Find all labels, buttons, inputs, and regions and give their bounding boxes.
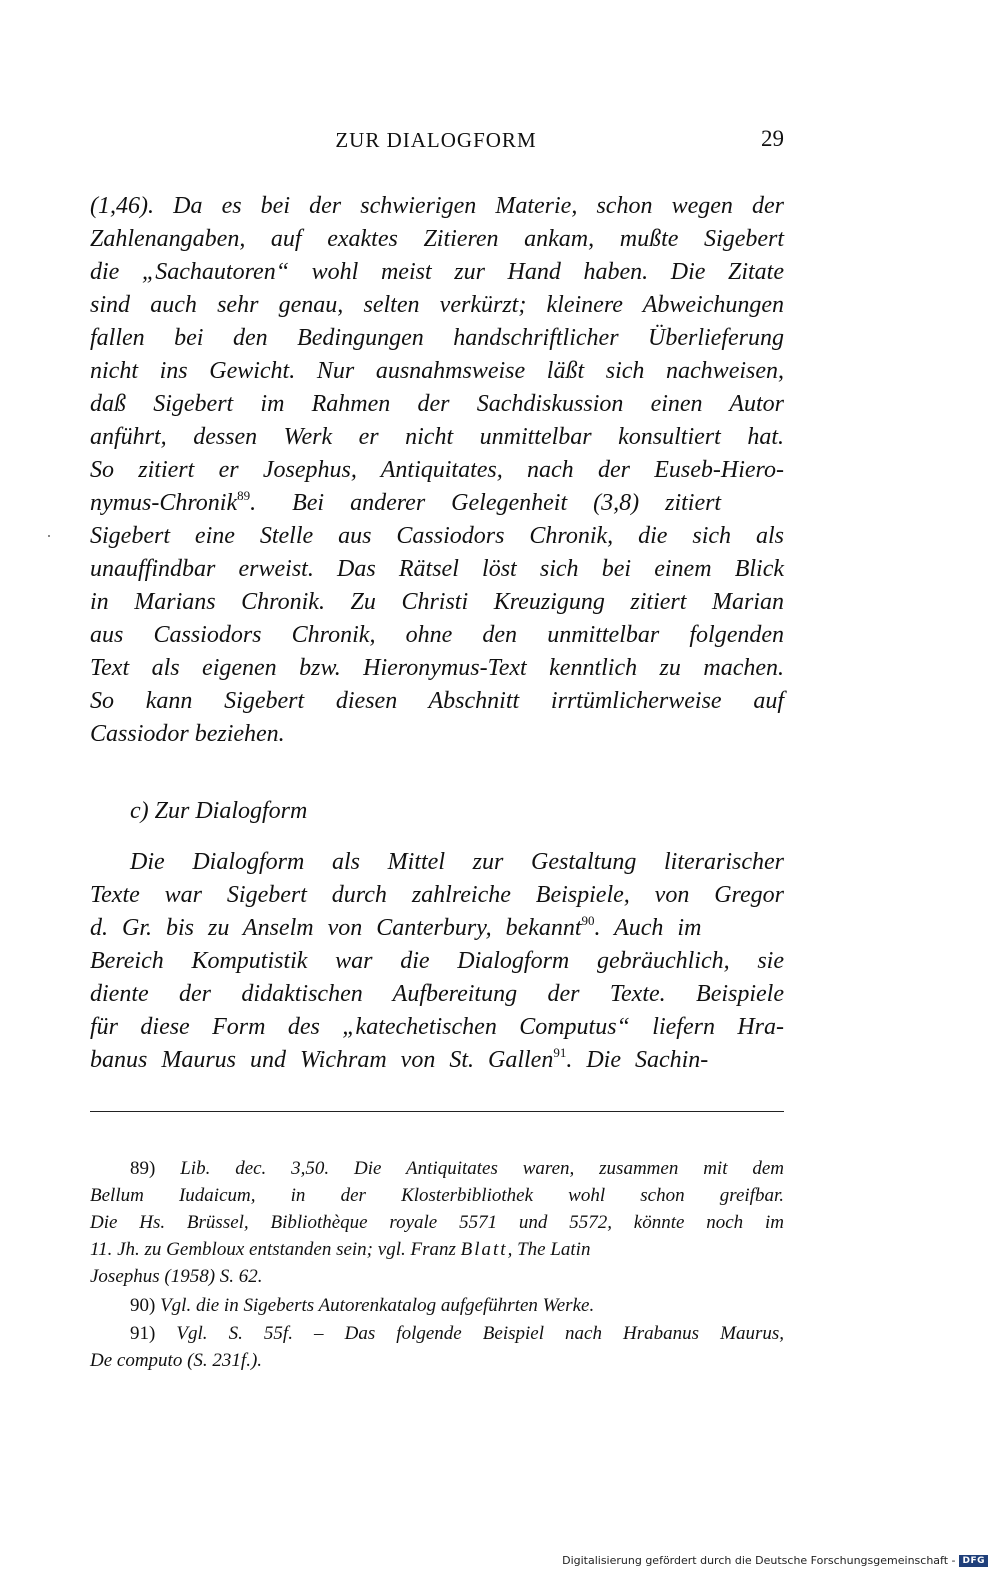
body-line [90, 1044, 784, 1077]
body-line: Bereich Komputistik war die Dialogform gebräuchlich, sie [90, 948, 784, 974]
body-line: in Marians Chronik. Zu Christi Kreuzigung zitiert Marian [90, 589, 784, 615]
body-line: die „Sachautoren“ wohl meist zur Hand haben. Die Zitate [90, 259, 784, 285]
body-line: (1,46). Da es bei der schwierigen Materie, schon wegen der [90, 193, 784, 219]
footnote-89 [130, 1155, 784, 1182]
footnote-number: 89) [130, 1158, 156, 1179]
footnote-number: 90) [130, 1295, 156, 1316]
footnote-rule [90, 1111, 784, 1112]
footnote-text: , The Latin [507, 1239, 591, 1260]
body-line: Cassiodor beziehen. [90, 721, 285, 747]
body-line: für diese Form des „katechetischen Computus“ liefern Hra- [90, 1014, 784, 1040]
footnote-text: Vgl. S. 55f. – Das folgende Beispiel nach Hrabanus Maurus, [176, 1323, 785, 1344]
footnote-90 [130, 1292, 784, 1319]
footnote-ref-89: 89 [237, 488, 251, 503]
credit-text: Digitalisierung gefördert durch die Deutsche Forschungsgemeinschaft - [562, 1554, 956, 1567]
footnote-ref-91: 91 [553, 1045, 567, 1060]
body-line: fallen bei den Bedingungen handschriftlicher Überlieferung [90, 325, 784, 351]
footnote-line: Josephus (1958) S. 62. [90, 1266, 263, 1287]
body-line: diente der didaktischen Aufbereitung der Texte. Beispiele [90, 981, 784, 1007]
body-line: nymus-Chronik$^{89}$. Bei anderer Gelegenheit (3,8) zitiert [90, 488, 722, 516]
footnote-text: Lib. dec. 3,50. Die Antiquitates waren, zusammen mit dem [180, 1158, 785, 1179]
body-line: nicht ins Gewicht. Nur ausnahmsweise läßt sich nachweisen, [90, 358, 784, 384]
footnote-line: Die Hs. Brüssel, Bibliothèque royale 5571 und 5572, könnte noch im [90, 1212, 784, 1233]
footnote-line: De computo (S. 231f.). [90, 1350, 263, 1371]
footnote-line: Bellum Iudaicum, in der Klosterbibliothek wohl schon greifbar. [90, 1185, 784, 1206]
footnote-text: Vgl. die in Sigeberts Autorenkatalog aufgeführten Werke. [160, 1295, 595, 1316]
body-line: anführt, dessen Werk er nicht unmittelbar konsultiert hat. [90, 424, 784, 450]
footnote-number: 91) [130, 1323, 156, 1344]
author-name: Blatt [460, 1239, 508, 1260]
margin-speck [48, 535, 50, 537]
body-line: unauffindbar erweist. Das Rätsel löst sich bei einem Blick [90, 556, 784, 582]
page-number: 29 [761, 126, 784, 151]
dfg-logo-icon: DFG [959, 1555, 988, 1567]
footnote-text: 11. Jh. zu Gembloux entstanden sein; vgl. Franz [90, 1239, 456, 1260]
body-text: d. Gr. bis zu Anselm von Canterbury, bekannt [90, 915, 582, 941]
body-line: sind auch sehr genau, selten verkürzt; kleinere Abweichungen [90, 292, 784, 318]
body-line: So zitiert er Josephus, Antiquitates, nach der Euseb-Hiero- [90, 457, 784, 483]
digitization-credit [562, 1554, 988, 1567]
body-line: daß Sigebert im Rahmen der Sachdiskussion einen Autor [90, 391, 784, 417]
body-line: So kann Sigebert diesen Abschnitt irrtümlicherweise auf [90, 688, 784, 714]
body-line: Texte war Sigebert durch zahlreiche Beispiele, von Gregor [90, 882, 784, 908]
body-text: nymus-Chronik [90, 490, 238, 516]
footnote-line [90, 1236, 784, 1263]
body-text: banus Maurus und Wichram von St. Gallen [90, 1047, 554, 1073]
section-heading: c) Zur Dialogform [130, 798, 308, 824]
body-line: Sigebert eine Stelle aus Cassiodors Chronik, die sich als [90, 523, 784, 549]
body-text: . Auch im [594, 915, 702, 941]
footnote-91 [130, 1320, 784, 1347]
running-title: ZUR DIALOGFORM [335, 128, 537, 152]
body-text: Bei anderer Gelegenheit (3,8) zitiert [292, 490, 722, 516]
body-line: Zahlenangaben, auf exaktes Zitieren ankam, mußte Sigebert [90, 226, 784, 252]
body-line [90, 912, 784, 945]
body-text: . Die Sachin- [566, 1047, 709, 1073]
footnote-ref-90: 90 [581, 913, 595, 928]
body-line: Text als eigenen bzw. Hieronymus-Text kenntlich zu machen. [90, 655, 784, 681]
body-line: aus Cassiodors Chronik, ohne den unmittelbar folgenden [90, 622, 784, 648]
body-line: Die Dialogform als Mittel zur Gestaltung literarischer [130, 849, 784, 875]
